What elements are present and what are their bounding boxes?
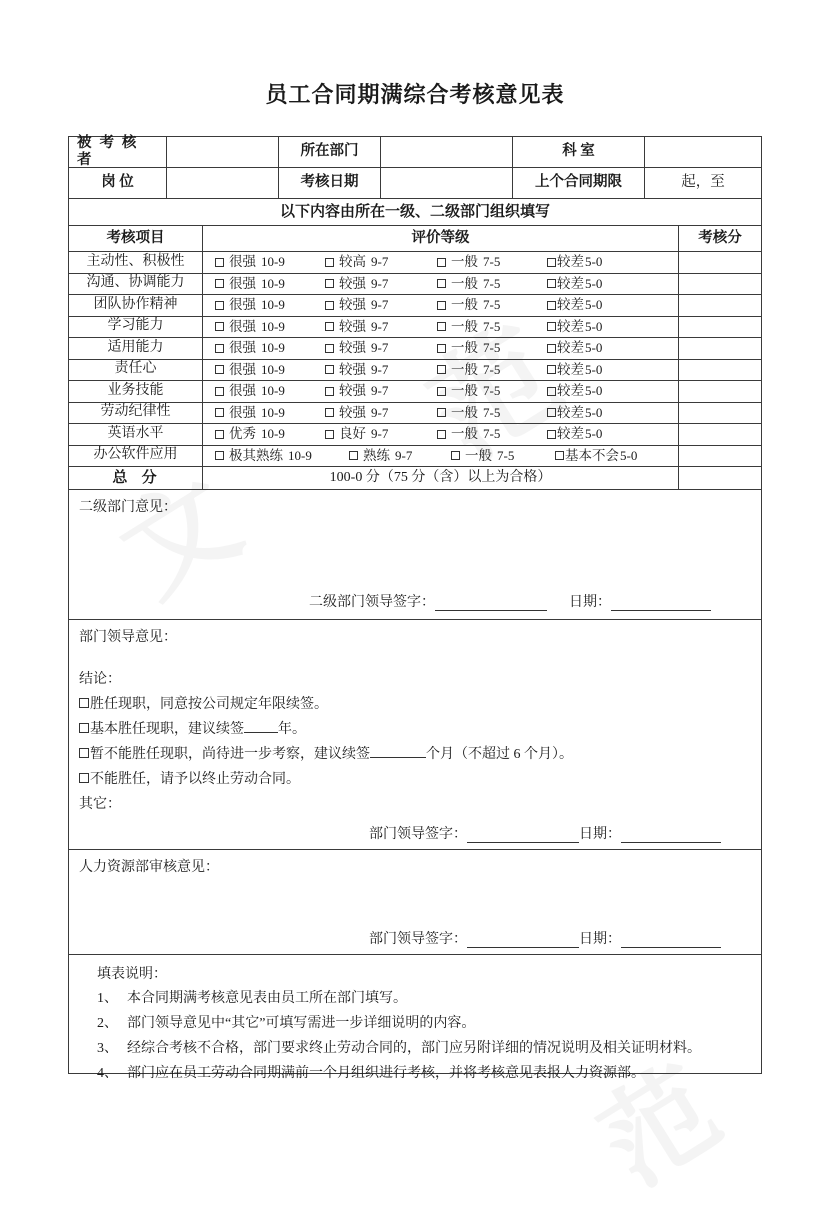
rating-option-range: 10-9 [261,361,285,377]
rating-option[interactable] [325,297,388,313]
rating-score-field[interactable] [679,338,761,359]
checkbox-icon[interactable] [437,365,446,374]
rating-option[interactable] [325,340,388,356]
dept-leader-signature-field[interactable] [467,828,579,843]
total-score-row [69,467,761,490]
rating-option-range: 7-5 [483,340,501,356]
rating-option[interactable] [547,340,602,356]
rating-option-label: 较强 [339,404,366,420]
rating-option[interactable] [325,276,388,292]
conclusion-label: 结论： [79,672,121,687]
rating-option[interactable] [547,426,602,442]
checkbox-icon[interactable] [349,451,358,460]
header-score: 考核分 [698,229,742,246]
dept-leader-opinion-title: 部门领导意见： [79,630,177,645]
rating-option[interactable] [547,405,602,421]
checkbox-icon[interactable] [437,322,446,331]
dept-leader-date-label: 日期： [579,827,621,842]
rating-option-label: 较差 [557,340,584,356]
second-dept-signature-field[interactable] [435,596,547,611]
rating-options [203,381,679,402]
checkbox-icon[interactable] [215,387,224,396]
rating-option-range: 9-7 [371,404,389,420]
rating-option-range: 10-9 [261,297,285,313]
rating-option[interactable] [215,340,285,356]
rating-option-label: 一般 [451,254,478,270]
rating-option[interactable] [215,383,285,399]
rating-option-range: 9-7 [395,447,413,463]
rating-option-range: 10-9 [261,426,285,442]
conclusion-option-2-text: 基本胜任现职，建议续签 [90,722,244,737]
notes-block [69,955,761,1081]
rating-options [203,274,679,295]
note-item [97,1037,761,1057]
note-text: 本合同期满考核意见表由员工所在部门填写。 [127,991,407,1006]
checkbox-icon[interactable] [547,301,556,310]
rating-option[interactable] [555,448,637,464]
rating-option-label: 较强 [339,383,366,399]
checkbox-icon[interactable] [547,430,556,439]
rating-option-range: 7-5 [483,404,501,420]
label-previous-contract-term: 上个合同期限 [513,168,645,198]
rating-option-label: 较差 [557,254,584,270]
rating-option-range: 7-5 [483,275,501,291]
hr-signature-field[interactable] [467,933,579,948]
rating-option-label: 很强 [229,361,256,377]
total-value: 100-0 分（75 分（含）以上为合格） [203,467,679,489]
rating-option[interactable] [215,426,285,442]
rating-row [69,446,761,468]
checkbox-icon[interactable] [547,279,556,288]
hr-signature-label: 部门领导签字： [369,932,467,947]
checkbox-icon[interactable] [215,258,224,267]
checkbox-icon[interactable] [547,365,556,374]
rating-score-field[interactable] [679,252,761,273]
rating-option[interactable] [215,276,285,292]
rating-score-field[interactable] [679,403,761,424]
rating-item-label: 团队协作精神 [69,295,203,316]
rating-option-label: 极其熟练 [229,447,283,463]
field-position[interactable] [167,168,279,198]
checkbox-icon[interactable] [79,698,89,708]
checkbox-icon[interactable] [325,258,334,267]
second-dept-signature-line [309,591,711,611]
rating-item-label: 责任心 [69,360,203,381]
checkbox-icon[interactable] [437,258,446,267]
hr-review-title: 人力资源部审核意见： [79,860,219,875]
rating-row [69,274,761,296]
rating-option-label: 基本不会 [565,447,619,463]
rating-option[interactable] [547,254,602,270]
rating-option-label: 很强 [229,383,256,399]
rating-item-label: 业务技能 [69,381,203,402]
rating-option[interactable] [437,362,500,378]
rating-rows-container [69,252,761,467]
total-label: 总 分 [69,467,203,489]
rating-option-label: 良好 [339,426,366,442]
conclusion-option-2[interactable] [79,718,751,738]
conclusion-option-4-text: 不能胜任，请予以终止劳动合同。 [90,772,300,787]
renew-months-field[interactable] [370,757,426,758]
dept-leader-signature-line [369,823,721,843]
rating-row [69,295,761,317]
rating-option-range: 9-7 [371,426,389,442]
checkbox-icon[interactable] [215,301,224,310]
second-dept-signature-label: 二级部门领导签字： [309,595,435,610]
hr-signature-line [369,928,721,948]
rating-score-field[interactable] [679,381,761,402]
rating-option[interactable] [325,319,388,335]
rating-option[interactable] [437,426,500,442]
section-banner-row [69,199,761,226]
rating-option-label: 较强 [339,340,366,356]
rating-option[interactable] [547,383,602,399]
rating-row [69,252,761,274]
rating-option-label: 一般 [451,297,478,313]
rating-option-label: 较强 [339,318,366,334]
rating-option[interactable] [325,254,388,270]
rating-option[interactable] [437,297,500,313]
rating-item-label: 沟通、协调能力 [69,274,203,295]
rating-option-range: 5-0 [585,275,603,291]
rating-option[interactable] [325,362,388,378]
rating-option[interactable] [215,297,285,313]
checkbox-icon[interactable] [437,408,446,417]
rating-row [69,424,761,446]
rating-row [69,381,761,403]
rating-option-range: 5-0 [585,318,603,334]
rating-option-range: 7-5 [483,254,501,270]
checkbox-icon[interactable] [215,344,224,353]
rating-option[interactable] [437,405,500,421]
rating-option-label: 很强 [229,318,256,334]
rating-option-range: 10-9 [261,275,285,291]
checkbox-icon[interactable] [547,344,556,353]
rating-options [203,295,679,316]
label-review-date: 考核日期 [279,168,381,198]
header-item: 考核项目 [69,226,203,251]
rating-score-field[interactable] [679,424,761,445]
rating-option[interactable] [349,448,412,464]
rating-option-label: 较差 [557,275,584,291]
rating-options [203,403,679,424]
rating-row [69,317,761,339]
rating-options [203,338,679,359]
rating-option[interactable] [215,319,285,335]
second-dept-opinion-block[interactable] [69,490,761,620]
checkbox-icon[interactable] [215,430,224,439]
second-dept-date-label: 日期： [569,595,611,610]
note-text: 经综合考核不合格，部门要求终止劳动合同的，部门应另附详细的情况说明及相关证明材料。 [127,1041,701,1056]
label-position: 岗 位 [69,168,167,198]
second-dept-opinion-title: 二级部门意见： [79,500,177,515]
dept-leader-signature-label: 部门领导签字： [369,827,467,842]
rating-option-label: 一般 [451,340,478,356]
rating-option-range: 5-0 [585,404,603,420]
rating-option-label: 较强 [339,361,366,377]
conclusion-option-1-text: 胜任现职，同意按公司规定年限续签。 [90,697,328,712]
note-number: 1、 [97,991,118,1006]
note-text: 部门领导意见中“其它”可填写需进一步详细说明的内容。 [127,1016,476,1031]
rating-item-label: 主动性、积极性 [69,252,203,273]
checkbox-icon[interactable] [215,408,224,417]
rating-option-range: 5-0 [585,254,603,270]
rating-options [203,317,679,338]
rating-option-range: 7-5 [497,447,515,463]
checkbox-icon[interactable] [555,451,564,460]
note-item [97,987,761,1007]
rating-option-range: 5-0 [585,340,603,356]
rating-option-range: 10-9 [261,340,285,356]
section-banner-text: 以下内容由所在一级、二级部门组织填写 [279,204,550,220]
rating-option-label: 较差 [557,318,584,334]
rating-option[interactable] [325,383,388,399]
rating-option-label: 很强 [229,297,256,313]
other-label: 其它： [79,797,121,812]
rating-option-range: 10-9 [261,318,285,334]
checkbox-icon[interactable] [215,365,224,374]
rating-option-label: 很强 [229,254,256,270]
rating-option-range: 5-0 [585,426,603,442]
rating-option-label: 一般 [451,318,478,334]
info-row-2 [69,168,761,199]
field-review-date[interactable] [381,168,513,198]
second-dept-date-field[interactable] [611,596,711,611]
rating-option-label: 一般 [451,275,478,291]
rating-option-label: 较差 [557,297,584,313]
rating-option[interactable] [215,448,312,464]
notes-list [69,955,761,1082]
checkbox-icon[interactable] [325,344,334,353]
rating-option-range: 9-7 [371,340,389,356]
rating-option-label: 一般 [451,361,478,377]
rating-score-field[interactable] [679,446,761,467]
rating-option-label: 较差 [557,361,584,377]
notes-items-container [97,987,761,1082]
rating-option[interactable] [437,254,500,270]
note-number: 3、 [97,1041,118,1056]
field-previous-contract-term[interactable]: 起，至 [681,174,725,191]
rating-option-label: 较强 [339,275,366,291]
field-section[interactable] [645,137,761,167]
conclusion-group [79,668,751,813]
rating-option-range: 9-7 [371,275,389,291]
rating-option[interactable] [451,448,514,464]
checkbox-icon[interactable] [79,748,89,758]
rating-option-range: 9-7 [371,383,389,399]
rating-option-range: 9-7 [371,254,389,270]
rating-option-range: 10-9 [261,254,285,270]
checkbox-icon[interactable] [437,301,446,310]
checkbox-icon[interactable] [547,322,556,331]
note-number: 2、 [97,1016,118,1031]
rating-options [203,446,679,467]
rating-option-range: 10-9 [261,383,285,399]
note-item [97,1012,761,1032]
rating-score-field[interactable] [679,360,761,381]
rating-option[interactable] [215,405,285,421]
rating-option-range: 7-5 [483,297,501,313]
rating-option-label: 一般 [465,447,492,463]
checkbox-icon[interactable] [547,258,556,267]
rating-option-range: 7-5 [483,383,501,399]
checkbox-icon[interactable] [325,430,334,439]
checkbox-icon[interactable] [79,773,89,783]
conclusion-option-4[interactable] [79,768,751,788]
page-title: 员工合同期满综合考核意见表 [265,82,565,107]
rating-option[interactable] [547,276,602,292]
rating-options [203,360,679,381]
label-section: 科 室 [513,137,645,167]
checkbox-icon[interactable] [325,322,334,331]
checkbox-icon[interactable] [79,723,89,733]
conclusion-option-1[interactable] [79,693,751,713]
header-grade: 评价等级 [203,226,679,251]
checkbox-icon[interactable] [215,279,224,288]
rating-row [69,403,761,425]
rating-score-field[interactable] [679,274,761,295]
conclusion-option-3-text: 暂不能胜任现职，尚待进一步考察，建议续签 [90,747,370,762]
rating-option[interactable] [437,276,500,292]
rating-score-field[interactable] [679,295,761,316]
rating-option-label: 较差 [557,426,584,442]
rating-options [203,424,679,445]
rating-header-row [69,226,761,252]
conclusion-option-3[interactable] [79,743,751,763]
rating-option-label: 较差 [557,404,584,420]
rating-option-range: 9-7 [371,361,389,377]
rating-option-label: 较强 [339,297,366,313]
checkbox-icon[interactable] [437,279,446,288]
note-number: 4、 [97,1066,118,1081]
hr-review-block[interactable] [69,850,761,955]
info-row-1 [69,134,761,168]
rating-option-label: 优秀 [229,426,256,442]
rating-option-range: 9-7 [371,318,389,334]
checkbox-icon[interactable] [325,408,334,417]
rating-option[interactable] [547,319,602,335]
dept-leader-opinion-block[interactable] [69,620,761,850]
checkbox-icon[interactable] [215,322,224,331]
checkbox-icon[interactable] [325,365,334,374]
rating-option-label: 熟练 [363,447,390,463]
rating-option[interactable] [437,319,500,335]
note-text: 部门应在员工劳动合同期满前一个月组织进行考核，并将考核意见表报人力资源部。 [127,1066,645,1081]
rating-item-label: 办公软件应用 [69,446,203,467]
rating-option-label: 一般 [451,404,478,420]
hr-date-label: 日期： [579,932,621,947]
rating-option-range: 5-0 [585,383,603,399]
dept-leader-date-field[interactable] [621,828,721,843]
rating-option-range: 10-9 [261,404,285,420]
rating-option-label: 一般 [451,426,478,442]
rating-option[interactable] [325,426,388,442]
label-evaluatee: 被考核者 [69,137,167,167]
checkbox-icon[interactable] [215,451,224,460]
rating-option-label: 很强 [229,275,256,291]
label-department: 所在部门 [279,137,381,167]
checkbox-icon[interactable] [437,430,446,439]
evaluation-form [68,134,762,1081]
rating-option-range: 7-5 [483,318,501,334]
checkbox-icon[interactable] [451,451,460,460]
rating-item-label: 英语水平 [69,424,203,445]
conclusion-option-3-suffix: 个月（不超过 6 个月）。 [426,747,573,762]
checkbox-icon[interactable] [325,387,334,396]
checkbox-icon[interactable] [437,344,446,353]
rating-option-range: 9-7 [371,297,389,313]
rating-option-range: 7-5 [483,426,501,442]
rating-item-label: 劳动纪律性 [69,403,203,424]
checkbox-icon[interactable] [547,387,556,396]
rating-option-range: 10-9 [288,447,312,463]
renew-years-field[interactable] [244,732,278,733]
rating-score-field[interactable] [679,317,761,338]
rating-option-label: 很强 [229,404,256,420]
checkbox-icon[interactable] [437,387,446,396]
field-evaluatee[interactable] [167,137,279,167]
rating-option[interactable] [547,297,602,313]
note-item [97,1062,761,1082]
rating-option[interactable] [215,254,285,270]
checkbox-icon[interactable] [547,408,556,417]
rating-options [203,252,679,273]
notes-title: 填表说明： [97,967,167,982]
rating-option[interactable] [325,405,388,421]
rating-item-label: 适用能力 [69,338,203,359]
rating-option-label: 很强 [229,340,256,356]
rating-option-range: 5-0 [620,447,638,463]
checkbox-icon[interactable] [325,279,334,288]
rating-option-label: 一般 [451,383,478,399]
rating-option-range: 5-0 [585,361,603,377]
hr-date-field[interactable] [621,933,721,948]
rating-row [69,338,761,360]
rating-item-label: 学习能力 [69,317,203,338]
field-department[interactable] [381,137,513,167]
rating-option[interactable] [215,362,285,378]
total-score-field[interactable] [679,467,761,489]
checkbox-icon[interactable] [325,301,334,310]
rating-option[interactable] [437,340,500,356]
conclusion-option-2-suffix: 年。 [278,722,306,737]
rating-row [69,360,761,382]
rating-option-range: 5-0 [585,297,603,313]
rating-option-range: 7-5 [483,361,501,377]
rating-option[interactable] [437,383,500,399]
rating-option-label: 较高 [339,254,366,270]
rating-option[interactable] [547,362,602,378]
rating-option-label: 较差 [557,383,584,399]
